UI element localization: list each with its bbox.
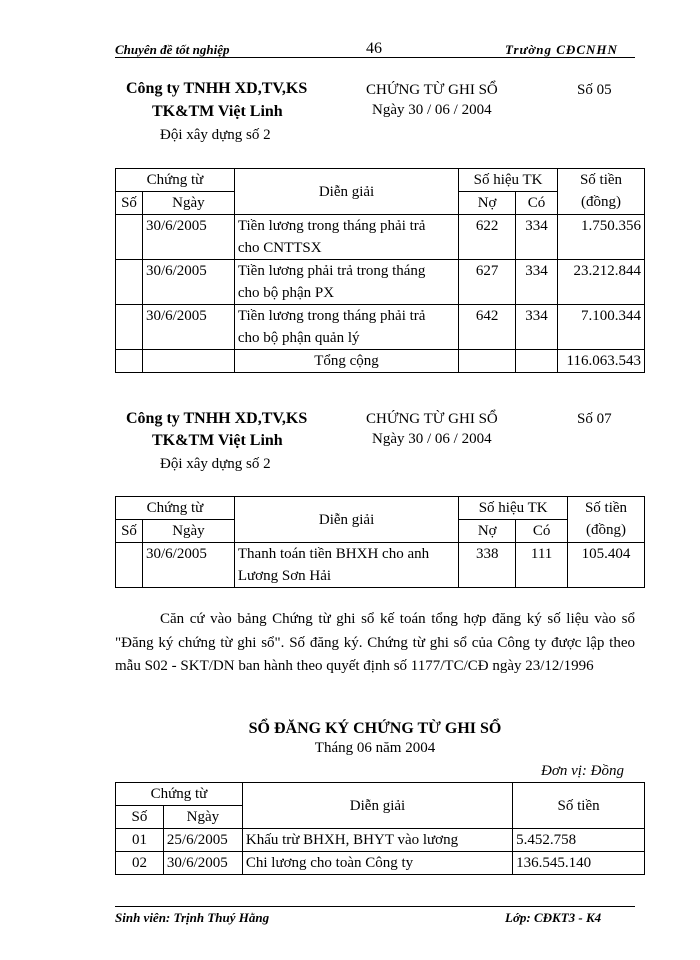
table-row: 01 25/6/2005 Khấu trừ BHXH, BHYT vào lương 5.452.758 — [116, 829, 645, 852]
v1-col-debit: Nợ — [459, 192, 516, 215]
header-right: Trường CĐCNHN — [505, 42, 618, 57]
v2-col-credit: Có — [516, 520, 568, 543]
v1-title: CHỨNG TỪ GHI SỔ — [366, 82, 498, 98]
footer-right: Lớp: CĐKT3 - K4 — [505, 910, 602, 925]
v1-col-account: Số hiệu TK — [459, 169, 558, 192]
reg-col-no: Số — [116, 806, 164, 829]
table-row: 30/6/2005 Tiền lương trong tháng phải trả cho bộ phận quản lý 642 334 7.100.344 — [116, 305, 645, 350]
table-row: 30/6/2005 Thanh toán tiền BHXH cho anh Lương Sơn Hải 338 111 105.404 — [116, 543, 645, 588]
v2-col-debit: Nợ — [459, 520, 516, 543]
v2-col-description: Diễn giải — [234, 497, 458, 543]
register-title: SỔ ĐĂNG KÝ CHỨNG TỪ GHI SỔ — [248, 720, 502, 737]
v1-company-line1: Công ty TNHH XD,TV,KS — [126, 80, 308, 97]
v1-team: Đội xây dựng số 2 — [160, 127, 271, 143]
v1-col-credit: Có — [516, 192, 558, 215]
v2-title: CHỨNG TỪ GHI SỔ — [366, 411, 498, 427]
v2-col-amount: Số tiền (đồng) — [568, 497, 645, 543]
table-row: 30/6/2005 Tiền lương phải trả trong tháng cho bộ phận PX 627 334 23.212.844 — [116, 260, 645, 305]
v2-col-date: Ngày — [142, 520, 234, 543]
v1-total-amount: 116.063.543 — [557, 350, 644, 373]
register-subtitle: Tháng 06 năm 2004 — [314, 740, 436, 756]
table-row: 30/6/2005 Tiền lương trong tháng phải trả cho CNTTSX 622 334 1.750.356 — [116, 215, 645, 260]
v2-col-voucher: Chứng từ — [116, 497, 235, 520]
register-table — [115, 782, 645, 875]
table-row: 02 30/6/2005 Chi lương cho toàn Công ty 136.545.140 — [116, 852, 645, 875]
v2-col-no: Số — [116, 520, 143, 543]
body-paragraph: Căn cứ vào bảng Chứng từ ghi sổ kế toán tổng hợp đăng ký số liệu vào sổ "Đăng ký chứng từ ghi sổ". Số đăng ký. Chứng từ ghi sổ của Công ty được lập theo mẫu S02 - SKT/DN ban hành theo quyết định số 1177/TC/CĐ ngày 23/12/1996 — [115, 611, 635, 674]
reg-col-date: Ngày — [163, 806, 242, 829]
header-left: Chuyên đề tốt nghiệp — [115, 42, 230, 57]
reg-col-voucher: Chứng từ — [116, 783, 243, 806]
total-row — [116, 350, 645, 373]
voucher1-table — [115, 168, 645, 373]
v2-company-line1: Công ty TNHH XD,TV,KS — [126, 410, 308, 427]
v2-col-account: Số hiệu TK — [459, 497, 568, 520]
v1-company-line2: TK&TM Việt Linh — [152, 103, 283, 120]
register-unit: Đơn vị: Đồng — [541, 763, 624, 779]
reg-col-description: Diễn giải — [242, 783, 512, 829]
v1-date: Ngày 30 / 06 / 2004 — [372, 102, 492, 118]
v1-number: Số 05 — [577, 82, 612, 98]
v2-company-line2: TK&TM Việt Linh — [152, 432, 283, 449]
v2-number: Số 07 — [577, 411, 612, 427]
v1-col-date: Ngày — [142, 192, 234, 215]
header-rule — [115, 57, 635, 58]
voucher2-table — [115, 496, 645, 588]
v1-col-voucher: Chứng từ — [116, 169, 235, 192]
v1-col-amount: Số tiền (đồng) — [557, 169, 644, 215]
v1-col-description: Diễn giải — [234, 169, 458, 215]
footer-left: Sinh viên: Trịnh Thuý Hằng — [115, 910, 270, 925]
v1-total-label: Tổng cộng — [234, 350, 458, 373]
v2-team: Đội xây dựng số 2 — [160, 456, 271, 472]
reg-col-amount: Số tiền — [513, 783, 645, 829]
v1-col-no: Số — [116, 192, 143, 215]
page-number: 46 — [366, 40, 382, 57]
v2-date: Ngày 30 / 06 / 2004 — [372, 431, 492, 447]
footer-rule — [115, 906, 635, 907]
